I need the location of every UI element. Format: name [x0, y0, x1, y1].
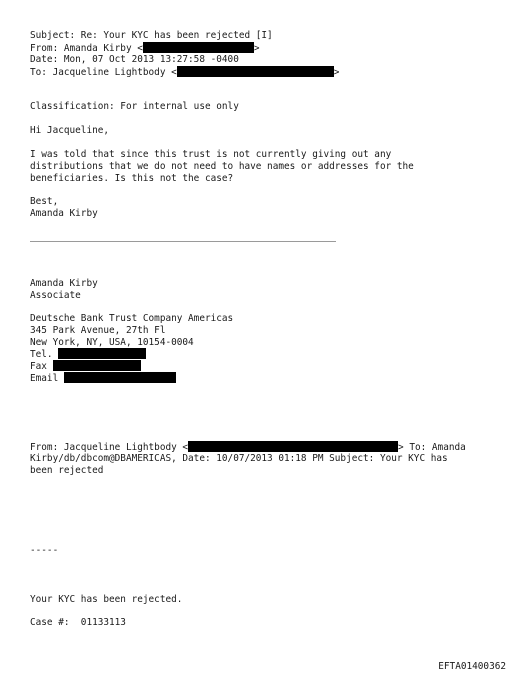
forwarded-line-3: been rejected: [30, 465, 104, 476]
body-line-3: beneficiaries. Is this not the case?: [30, 173, 234, 184]
redacted-email: [64, 372, 176, 383]
signoff-name: Amanda Kirby: [30, 208, 98, 219]
signature-title: Associate: [30, 290, 81, 301]
from-line: [30, 42, 260, 55]
body-line-2: distributions that we do not need to have names or addresses for the: [30, 161, 414, 172]
forwarded-from-label: From: Jacqueline Lightbody <: [30, 442, 189, 453]
signoff: Best,: [30, 196, 59, 207]
redacted-phone: [58, 348, 146, 359]
redacted-fax: [53, 360, 141, 371]
to-label: To: Jacqueline Lightbody <: [30, 67, 177, 78]
signature-divider: [30, 241, 336, 242]
from-label: From: Amanda Kirby <: [30, 43, 143, 54]
case-number: Case #: 01133113: [30, 617, 126, 628]
email-line: [30, 372, 176, 385]
signature-address-1: 345 Park Avenue, 27th Fl: [30, 325, 166, 336]
to-close: >: [333, 67, 340, 78]
classification-line: Classification: For internal use only: [30, 101, 239, 112]
signature-company: Deutsche Bank Trust Company Americas: [30, 313, 234, 324]
fax-line: [30, 360, 141, 373]
redacted-email: [143, 42, 254, 53]
date-line: Date: Mon, 07 Oct 2013 13:27:58 -0400: [30, 54, 239, 65]
subject-line: Subject: Re: Your KYC has been rejected [I]: [30, 30, 273, 41]
bates-number: EFTA01400362: [438, 661, 506, 672]
forwarded-line-2: Kirby/db/dbcom@DBAMERICAS, Date: 10/07/2013 01:18 PM Subject: Your KYC has: [30, 453, 448, 464]
body-line-1: I was told that since this trust is not currently giving out any: [30, 149, 392, 160]
fax-label: Fax: [30, 361, 47, 372]
separator: -----: [30, 545, 59, 556]
to-line: [30, 66, 339, 79]
redacted-email: [177, 66, 334, 77]
kyc-message: Your KYC has been rejected.: [30, 594, 183, 605]
forwarded-line-1: [30, 441, 466, 454]
forwarded-to-label: > To: Amanda: [398, 442, 466, 453]
tel-line: [30, 348, 146, 361]
greeting: Hi Jacqueline,: [30, 125, 110, 136]
redacted-email: [188, 441, 398, 452]
signature-name: Amanda Kirby: [30, 278, 98, 289]
signature-address-2: New York, NY, USA, 10154-0004: [30, 337, 194, 348]
tel-label: Tel.: [30, 349, 53, 360]
email-label: Email: [30, 373, 59, 384]
from-close: >: [253, 43, 260, 54]
